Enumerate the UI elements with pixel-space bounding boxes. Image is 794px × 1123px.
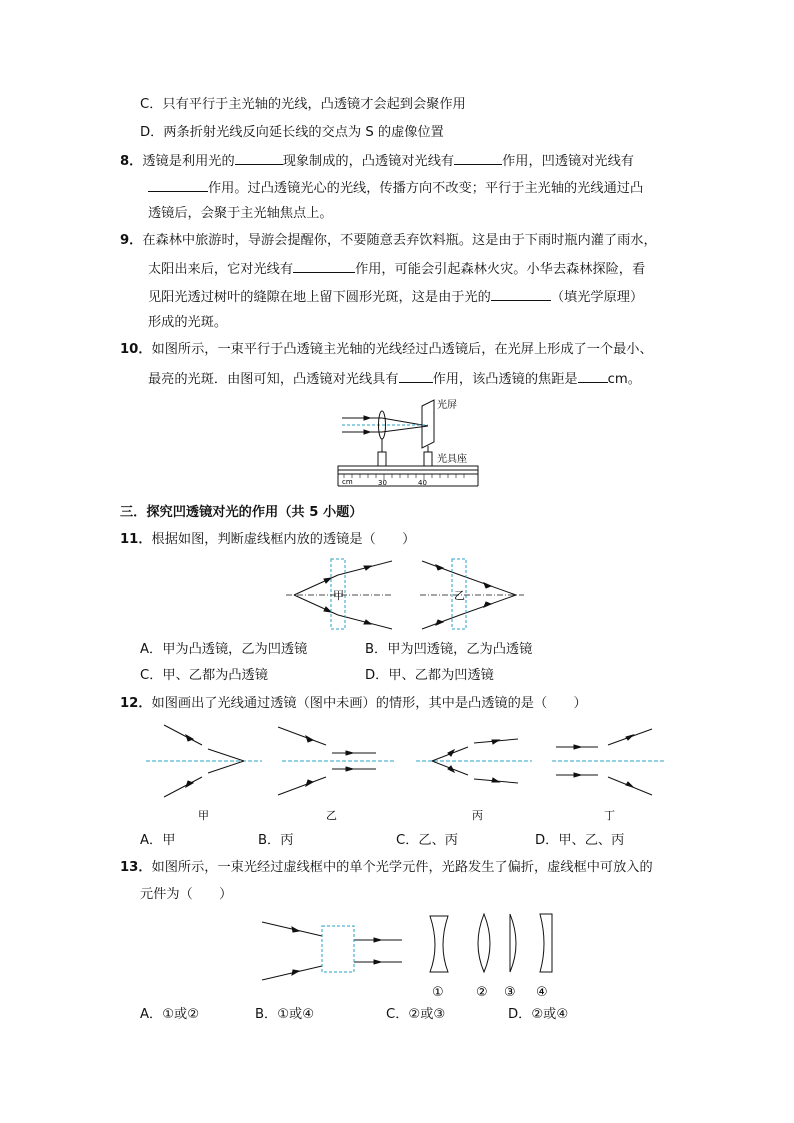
q8-text: 透镜是利用光的 — [142, 154, 235, 169]
q8-blank-1[interactable] — [235, 151, 283, 165]
q9-blank-2[interactable] — [491, 287, 551, 301]
q13-stem-line2: 元件为（ ） — [140, 887, 233, 902]
q10-line2 — [148, 369, 641, 389]
q13-label-4: ④ — [536, 985, 548, 1000]
q9-text: 见阳光透过树叶的缝隙在地上留下圆形光斑，这是由于光的 — [148, 290, 491, 305]
q13-label-3: ③ — [504, 985, 516, 1000]
q11-stem — [120, 531, 415, 549]
q8-blank-2[interactable] — [454, 151, 502, 165]
q10-text: 作用，该凸透镜的焦距是 — [432, 372, 578, 387]
q8-text: 作用，凹透镜对光线有 — [502, 154, 634, 169]
q8-line1 — [120, 151, 634, 171]
q12-figure — [146, 723, 666, 823]
q12-label-jia: 甲 — [198, 809, 209, 822]
q13-text: 如图所示，一束光经过虚线框中的单个光学元件，光路发生了偏折，虚线框中可放入的 — [151, 860, 653, 875]
q10-line1 — [120, 341, 653, 359]
q12-option-d[interactable]: D．甲、乙、丙 — [535, 833, 625, 848]
q9-line1 — [120, 232, 657, 250]
q7-option-d: D．两条折射光线反向延长线的交点为 S 的虚像位置 — [140, 125, 444, 140]
q13-label-2: ② — [476, 985, 488, 1000]
q10-tick-30: 30 — [378, 479, 387, 487]
q12-option-c[interactable]: C．乙、丙 — [396, 833, 458, 848]
q10-number: 10． — [120, 342, 152, 357]
q12-option-a[interactable]: A．甲 — [140, 833, 176, 848]
q10-blank-2[interactable] — [578, 369, 608, 383]
q11-text: 根据如图，判断虚线框内放的透镜是（ ） — [151, 532, 416, 547]
q10-unit: cm。 — [607, 372, 641, 387]
q11-option-d[interactable]: D．甲、乙都为凹透镜 — [365, 668, 494, 683]
q13-figure — [258, 910, 568, 1002]
q13-option-b[interactable]: B．①或④ — [255, 1007, 315, 1022]
q9-text: 作用，可能会引起森林火灾。小华去森林探险，看 — [355, 262, 646, 277]
q12-number: 12． — [120, 696, 152, 711]
q10-optical-bench-figure — [334, 396, 484, 492]
q11-figure — [286, 557, 526, 633]
q11-label-jia: 甲 — [333, 589, 344, 602]
q13-option-d[interactable]: D．②或④ — [508, 1007, 569, 1022]
q9-text: （填光学原理） — [550, 290, 644, 305]
q13-label-1: ① — [432, 985, 444, 1000]
q9-number: 9． — [120, 233, 143, 248]
q9-text: 在森林中旅游时，导游会提醒你，不要随意丢弃饮料瓶。这是由于下雨时瓶内灌了雨水， — [142, 233, 657, 248]
q7-option-c: C．只有平行于主光轴的光线，凸透镜才会起到会聚作用 — [140, 97, 466, 112]
q9-line4: 形成的光斑。 — [148, 315, 228, 330]
q12-stem — [120, 695, 587, 713]
q13-option-a[interactable]: A．①或② — [140, 1007, 200, 1022]
q12-text: 如图画出了光线通过透镜（图中未画）的情形，其中是凸透镜的是（ ） — [151, 696, 587, 711]
q8-number: 8． — [120, 154, 143, 169]
q8-text: 现象制成的，凸透镜对光线有 — [282, 154, 455, 169]
q10-cm-label: cm — [342, 478, 353, 486]
q9-text: 太阳出来后，它对光线有 — [148, 262, 294, 277]
q10-screen-label: 光屏 — [437, 400, 457, 411]
q10-tick-40: 40 — [418, 479, 427, 487]
q11-number: 11． — [120, 532, 152, 547]
q10-text: 如图所示，一束平行于凸透镜主光轴的光线经过凸透镜后，在光屏上形成了一个最小、 — [151, 342, 653, 357]
q9-line3 — [148, 287, 643, 307]
q12-label-yi: 乙 — [326, 809, 337, 822]
q10-blank-1[interactable] — [399, 369, 433, 383]
q13-stem-line1 — [120, 859, 653, 877]
q12-label-bing: 丙 — [472, 809, 483, 822]
q13-option-c[interactable]: C．②或③ — [386, 1007, 446, 1022]
q9-blank-1[interactable] — [293, 259, 355, 273]
q11-option-b[interactable]: B．甲为凹透镜，乙为凸透镜 — [365, 642, 533, 657]
q8-blank-3[interactable] — [148, 178, 208, 192]
q8-text: 作用。过凸透镜光心的光线，传播方向不改变；平行于主光轴的光线通过凸 — [208, 181, 644, 196]
q11-label-yi: 乙 — [454, 589, 465, 602]
section-3-heading: 三．探究凹透镜对光的作用（共 5 小题） — [120, 505, 363, 520]
q12-label-ding: 丁 — [604, 809, 615, 822]
q11-option-c[interactable]: C．甲、乙都为凸透镜 — [140, 668, 268, 683]
q11-option-a[interactable]: A．甲为凸透镜，乙为凹透镜 — [140, 642, 308, 657]
q12-option-b[interactable]: B．丙 — [258, 833, 294, 848]
q10-bench-label: 光具座 — [437, 454, 467, 465]
q9-line2 — [148, 259, 645, 279]
q13-number: 13． — [120, 860, 152, 875]
q8-line2 — [148, 178, 643, 198]
q10-text: 最亮的光斑．由图可知，凸透镜对光线具有 — [148, 372, 399, 387]
q8-line3: 透镜后，会聚于主光轴焦点上。 — [148, 206, 333, 221]
